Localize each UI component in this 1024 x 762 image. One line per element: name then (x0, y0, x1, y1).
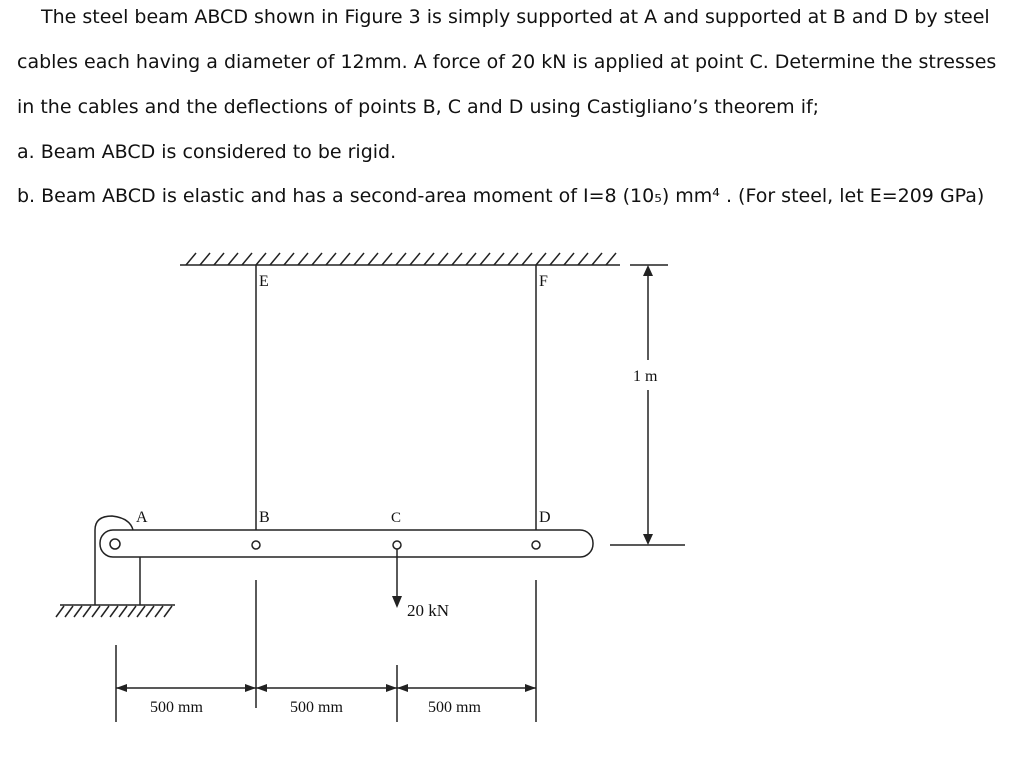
ground-hatch-mark (101, 606, 109, 617)
part-b: b. Beam ABCD is elastic and has a second-area moment of I=8 (10₅) mm⁴ . (For steel, let E=209 GPa) (17, 185, 985, 207)
dimension-label-ab: 500 mm (150, 699, 203, 716)
ceiling-hatch-mark (256, 253, 266, 265)
ceiling-hatch-mark (242, 253, 252, 265)
dimension-label-cd: 500 mm (428, 699, 481, 716)
ceiling-hatch-mark (480, 253, 490, 265)
beam-figure (0, 230, 1024, 760)
force-arrow (392, 549, 402, 608)
part-a: a. Beam ABCD is considered to be rigid. (17, 141, 397, 163)
ceiling-hatch-mark (270, 253, 280, 265)
ceiling-hatch-mark (494, 253, 504, 265)
force-label: 20 kN (407, 601, 450, 620)
ground-hatch-mark (164, 606, 172, 617)
ceiling-hatch-mark (438, 253, 448, 265)
pin-c (393, 541, 401, 549)
ceiling-support (180, 253, 620, 265)
ceiling-hatch-mark (200, 253, 210, 265)
ceiling-hatch-mark (354, 253, 364, 265)
ceiling-hatch-mark (382, 253, 392, 265)
ceiling-hatch-mark (522, 253, 532, 265)
label-d: D (539, 509, 551, 526)
ground-hatch-mark (110, 606, 118, 617)
ceiling-hatch-mark (508, 253, 518, 265)
ceiling-hatch-mark (312, 253, 322, 265)
ground-hatch-mark (65, 606, 73, 617)
problem-line-1: The steel beam ABCD shown in Figure 3 is simply supported at A and supported at B and D by steel (41, 6, 990, 28)
ground-hatch-mark (137, 606, 145, 617)
ceiling-hatch-mark (396, 253, 406, 265)
label-c: C (391, 510, 402, 526)
ground-hatch-mark (83, 606, 91, 617)
problem-line-3: in the cables and the deflections of points B, C and D using Castigliano’s theorem if; (17, 96, 820, 118)
ceiling-hatch-mark (424, 253, 434, 265)
problem-line-2: cables each having a diameter of 12mm. A force of 20 kN is applied at point C. Determine the stresses (17, 51, 997, 73)
dimension-label-bc: 500 mm (290, 699, 343, 716)
ceiling-hatch-mark (564, 253, 574, 265)
ceiling-hatch-mark (410, 253, 420, 265)
pin-d (532, 541, 540, 549)
height-label: 1 m (633, 368, 658, 385)
ceiling-hatch-mark (592, 253, 602, 265)
ceiling-hatch-mark (550, 253, 560, 265)
label-f: F (539, 273, 548, 290)
ceiling-hatch-mark (228, 253, 238, 265)
ceiling-hatch-mark (298, 253, 308, 265)
label-b: B (259, 509, 270, 526)
ground-hatch-mark (92, 606, 100, 617)
height-dimension (610, 265, 685, 545)
ceiling-hatch-mark (578, 253, 588, 265)
ceiling-hatch-mark (186, 253, 196, 265)
ceiling-hatch-mark (368, 253, 378, 265)
ceiling-hatch-mark (340, 253, 350, 265)
ground-hatch-mark (74, 606, 82, 617)
ceiling-hatch-mark (466, 253, 476, 265)
ground-hatch-mark (56, 606, 64, 617)
beam-abcd (100, 530, 593, 557)
label-e: E (259, 273, 269, 290)
ground-hatch-mark (155, 606, 163, 617)
label-a: A (136, 509, 148, 526)
ground-hatch-mark (146, 606, 154, 617)
ceiling-hatch-mark (214, 253, 224, 265)
ceiling-hatch-mark (452, 253, 462, 265)
ceiling-hatch-mark (284, 253, 294, 265)
ground-hatch-mark (128, 606, 136, 617)
ceiling-hatch-mark (536, 253, 546, 265)
ground-hatch-mark (119, 606, 127, 617)
pin-b (252, 541, 260, 549)
ceiling-hatch-mark (606, 253, 616, 265)
ceiling-hatch-mark (326, 253, 336, 265)
